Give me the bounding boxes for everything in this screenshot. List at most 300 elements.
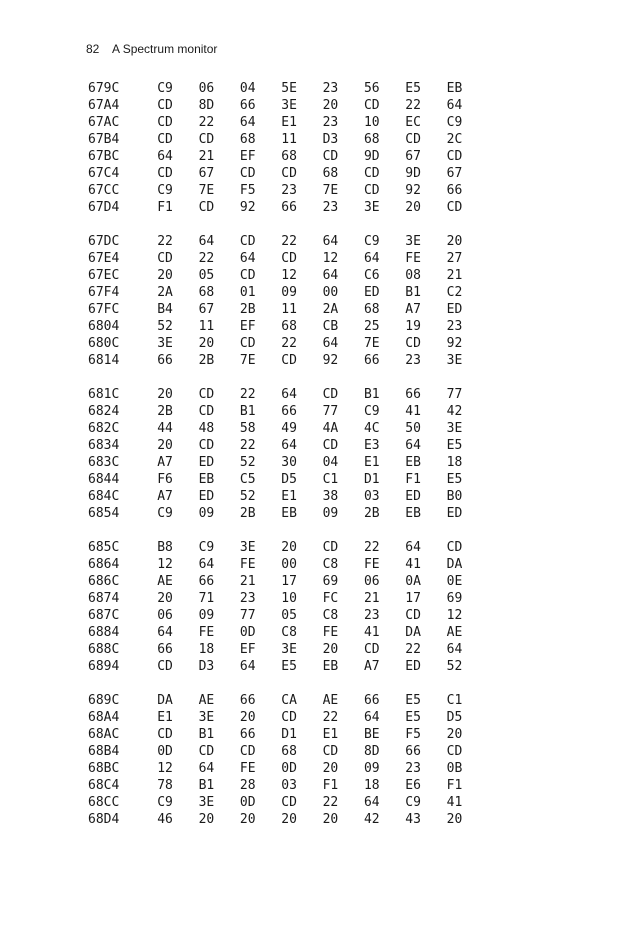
hex-byte: 12	[157, 761, 173, 776]
hex-byte: A7	[363, 659, 380, 674]
address: 680C	[88, 336, 120, 351]
address: 67B4	[88, 132, 120, 147]
hex-row	[88, 97, 488, 114]
hex-byte: FE	[405, 251, 421, 266]
hex-byte: F5	[405, 727, 421, 742]
hex-byte: 3E	[198, 795, 215, 810]
hex-block	[88, 692, 488, 828]
hex-byte: 11	[281, 132, 297, 147]
hex-byte: 09	[322, 506, 339, 521]
hex-byte: 18	[363, 778, 380, 793]
hex-byte: F1	[446, 778, 463, 793]
hex-byte: EB	[198, 472, 215, 487]
running-title: A Spectrum monitor	[112, 42, 218, 56]
hex-byte: B1	[239, 404, 256, 419]
address: 688C	[88, 642, 120, 657]
hex-row	[88, 233, 488, 250]
hex-row	[88, 267, 488, 284]
hex-byte: 20	[322, 642, 339, 657]
hex-byte: 8D	[198, 98, 215, 113]
hex-byte: 10	[281, 591, 297, 606]
address: 6844	[88, 472, 120, 487]
hex-byte: E1	[281, 115, 297, 130]
address: 68B4	[88, 744, 120, 759]
hex-byte: C9	[363, 234, 380, 249]
hex-byte: ED	[363, 285, 380, 300]
hex-byte: 04	[322, 455, 339, 470]
hex-byte: 23	[322, 200, 339, 215]
hex-byte: CD	[405, 336, 421, 351]
hex-byte: 44	[157, 421, 173, 436]
hex-byte: 66	[157, 353, 173, 368]
hex-byte: CD	[198, 438, 215, 453]
hex-byte: 05	[281, 608, 297, 623]
address: 682C	[88, 421, 120, 436]
hex-byte: 22	[239, 438, 256, 453]
hex-byte: CB	[322, 319, 339, 334]
address: 683C	[88, 455, 120, 470]
hex-byte: 4A	[322, 421, 339, 436]
address: 6884	[88, 625, 120, 640]
hex-byte: DA	[405, 625, 421, 640]
address: 67E4	[88, 251, 120, 266]
hex-byte: 0D	[239, 625, 256, 640]
hex-byte: C9	[446, 115, 463, 130]
hex-byte: 58	[239, 421, 256, 436]
hex-byte: E5	[446, 472, 463, 487]
hex-byte: 20	[198, 336, 215, 351]
hex-byte: F5	[239, 183, 256, 198]
hex-byte: ED	[446, 506, 463, 521]
hex-byte: 64	[322, 234, 339, 249]
hex-byte: CD	[446, 200, 463, 215]
hex-byte: FE	[198, 625, 215, 640]
hex-byte: 78	[157, 778, 173, 793]
hex-row	[88, 641, 488, 658]
hex-byte: EC	[405, 115, 421, 130]
hex-byte: CD	[239, 234, 256, 249]
hex-byte: 23	[281, 183, 297, 198]
hex-byte: 66	[281, 200, 297, 215]
hex-byte: 64	[239, 251, 256, 266]
hex-byte: 64	[281, 438, 297, 453]
hex-byte: EF	[239, 642, 256, 657]
hex-row	[88, 658, 488, 675]
hex-byte: FE	[239, 761, 256, 776]
hex-byte: 3E	[446, 353, 463, 368]
hex-byte: CD	[363, 98, 380, 113]
hex-byte: 64	[239, 659, 256, 674]
hex-byte: CD	[363, 642, 380, 657]
hex-byte: 64	[281, 387, 297, 402]
address: 6864	[88, 557, 120, 572]
hex-byte: 66	[239, 727, 256, 742]
hex-byte: CD	[157, 166, 173, 181]
hex-byte: F1	[405, 472, 421, 487]
hex-byte: 25	[363, 319, 380, 334]
hex-byte: C8	[281, 625, 297, 640]
hex-byte: 68	[198, 285, 215, 300]
hex-byte: 66	[363, 353, 380, 368]
hex-row	[88, 692, 488, 709]
address: 67BC	[88, 149, 120, 164]
hex-row	[88, 624, 488, 641]
hex-byte: CD	[405, 608, 421, 623]
hex-byte: 23	[322, 115, 339, 130]
hex-byte: 64	[363, 710, 380, 725]
hex-byte: 67	[446, 166, 463, 181]
hex-byte: CD	[198, 744, 215, 759]
hex-byte: 17	[281, 574, 297, 589]
hex-byte: 41	[446, 795, 463, 810]
hex-row	[88, 760, 488, 777]
hex-byte: 64	[363, 795, 380, 810]
address: 67FC	[88, 302, 120, 317]
hex-byte: 20	[198, 812, 215, 827]
hex-byte: AE	[446, 625, 463, 640]
hex-byte: 10	[363, 115, 380, 130]
hex-byte: B1	[405, 285, 421, 300]
hex-byte: 64	[198, 557, 215, 572]
hex-byte: EB	[405, 455, 421, 470]
hex-byte: CD	[446, 540, 463, 555]
hex-byte: EB	[322, 659, 339, 674]
address: 689C	[88, 693, 120, 708]
hex-byte: 20	[322, 812, 339, 827]
hex-byte: E6	[405, 778, 421, 793]
hex-byte: 64	[322, 336, 339, 351]
hex-byte: CD	[363, 183, 380, 198]
address: 6814	[88, 353, 120, 368]
hex-byte: 22	[157, 234, 173, 249]
hex-row	[88, 403, 488, 420]
hex-byte: 64	[363, 251, 380, 266]
hex-row	[88, 148, 488, 165]
hex-byte: 2B	[157, 404, 173, 419]
hex-byte: 17	[405, 591, 421, 606]
hex-byte: C9	[405, 795, 421, 810]
hex-byte: 20	[322, 98, 339, 113]
hex-byte: A7	[405, 302, 421, 317]
hex-byte: E1	[157, 710, 173, 725]
hex-byte: 49	[281, 421, 297, 436]
hex-row	[88, 590, 488, 607]
hex-byte: 77	[239, 608, 256, 623]
hex-byte: 21	[363, 591, 380, 606]
hex-byte: FE	[322, 625, 339, 640]
hex-byte: 2C	[446, 132, 463, 147]
hex-byte: 18	[198, 642, 215, 657]
hex-byte: E1	[281, 489, 297, 504]
hex-row	[88, 318, 488, 335]
hex-byte: D3	[322, 132, 339, 147]
hex-byte: 67	[198, 166, 215, 181]
hex-byte: 09	[281, 285, 297, 300]
hex-byte: F1	[157, 200, 173, 215]
hex-block	[88, 80, 488, 216]
hex-byte: 20	[157, 438, 173, 453]
hex-byte: C5	[239, 472, 256, 487]
hex-byte: 66	[157, 642, 173, 657]
hex-byte: C8	[322, 557, 339, 572]
hex-byte: 68	[363, 302, 380, 317]
hex-byte: 68	[322, 166, 339, 181]
hex-byte: CD	[405, 132, 421, 147]
hex-byte: 4C	[363, 421, 380, 436]
hex-byte: 3E	[157, 336, 173, 351]
hex-byte: 68	[281, 319, 297, 334]
hex-byte: 9D	[363, 149, 380, 164]
hex-byte: E5	[405, 81, 421, 96]
hex-byte: 04	[239, 81, 256, 96]
hex-byte: 66	[239, 98, 256, 113]
hex-dump	[88, 80, 488, 845]
hex-byte: CD	[322, 438, 339, 453]
hex-row	[88, 386, 488, 403]
hex-byte: C1	[446, 693, 463, 708]
hex-byte: 08	[405, 268, 421, 283]
hex-byte: 92	[322, 353, 339, 368]
address: 68CC	[88, 795, 120, 810]
address: 6834	[88, 438, 120, 453]
hex-byte: CD	[157, 251, 173, 266]
hex-byte: C8	[322, 608, 339, 623]
hex-byte: 2A	[322, 302, 339, 317]
hex-byte: E5	[446, 438, 463, 453]
hex-byte: 43	[405, 812, 421, 827]
hex-byte: 2B	[239, 506, 256, 521]
hex-byte: 27	[446, 251, 463, 266]
hex-row	[88, 199, 488, 216]
hex-byte: ED	[405, 489, 421, 504]
hex-byte: 06	[157, 608, 173, 623]
address: 6854	[88, 506, 120, 521]
hex-byte: 20	[157, 387, 173, 402]
hex-byte: 22	[281, 234, 297, 249]
hex-byte: 22	[281, 336, 297, 351]
hex-byte: 64	[322, 268, 339, 283]
hex-byte: 09	[198, 608, 215, 623]
hex-byte: CD	[322, 540, 339, 555]
hex-byte: EF	[239, 319, 256, 334]
hex-byte: 68	[281, 149, 297, 164]
hex-byte: 06	[198, 81, 215, 96]
hex-byte: 66	[405, 387, 421, 402]
hex-byte: B8	[157, 540, 173, 555]
hex-byte: 22	[198, 251, 215, 266]
hex-byte: 46	[157, 812, 173, 827]
hex-byte: DA	[446, 557, 463, 572]
address: 679C	[88, 81, 120, 96]
hex-byte: F1	[322, 778, 339, 793]
hex-byte: 18	[446, 455, 463, 470]
hex-byte: C9	[363, 404, 380, 419]
hex-byte: 0D	[239, 795, 256, 810]
hex-byte: BE	[363, 727, 380, 742]
hex-block	[88, 539, 488, 675]
hex-byte: E1	[363, 455, 380, 470]
hex-byte: 09	[363, 761, 380, 776]
hex-byte: E3	[363, 438, 380, 453]
hex-byte: 68	[281, 744, 297, 759]
hex-byte: 56	[363, 81, 380, 96]
hex-byte: 64	[405, 438, 421, 453]
hex-byte: 48	[198, 421, 215, 436]
hex-byte: FE	[239, 557, 256, 572]
hex-byte: 22	[239, 387, 256, 402]
hex-byte: AE	[322, 693, 339, 708]
hex-byte: 0D	[281, 761, 297, 776]
hex-byte: 64	[157, 149, 173, 164]
hex-byte: C2	[446, 285, 463, 300]
hex-byte: E5	[281, 659, 297, 674]
address: 6824	[88, 404, 120, 419]
hex-byte: 71	[198, 591, 215, 606]
address: 6874	[88, 591, 120, 606]
hex-byte: A7	[157, 489, 173, 504]
hex-byte: 19	[405, 319, 421, 334]
hex-byte: CD	[157, 727, 173, 742]
hex-byte: 3E	[239, 540, 256, 555]
hex-byte: 41	[405, 557, 421, 572]
hex-byte: 22	[198, 115, 215, 130]
hex-byte: AE	[198, 693, 215, 708]
hex-byte: 38	[322, 489, 339, 504]
hex-row	[88, 573, 488, 590]
hex-byte: 2B	[198, 353, 215, 368]
address: 67F4	[88, 285, 120, 300]
hex-byte: CD	[239, 744, 256, 759]
hex-row	[88, 80, 488, 97]
hex-byte: 12	[322, 251, 339, 266]
hex-byte: F6	[157, 472, 173, 487]
hex-byte: 09	[198, 506, 215, 521]
address: 67A4	[88, 98, 120, 113]
hex-byte: 68	[363, 132, 380, 147]
hex-byte: 7E	[198, 183, 215, 198]
hex-byte: 20	[239, 812, 256, 827]
hex-byte: 22	[405, 98, 421, 113]
hex-byte: 11	[198, 319, 215, 334]
hex-byte: 66	[363, 693, 380, 708]
hex-byte: 66	[446, 183, 463, 198]
hex-byte: CD	[281, 710, 297, 725]
hex-byte: 68	[239, 132, 256, 147]
hex-byte: 01	[239, 285, 256, 300]
hex-byte: 66	[281, 404, 297, 419]
hex-byte: 11	[281, 302, 297, 317]
hex-byte: CD	[322, 149, 339, 164]
hex-byte: 00	[322, 285, 339, 300]
hex-byte: CD	[157, 115, 173, 130]
hex-row	[88, 420, 488, 437]
hex-byte: 42	[363, 812, 380, 827]
hex-byte: EB	[405, 506, 421, 521]
hex-byte: CD	[157, 132, 173, 147]
hex-row	[88, 454, 488, 471]
hex-byte: 52	[446, 659, 463, 674]
hex-byte: 92	[405, 183, 421, 198]
hex-row	[88, 437, 488, 454]
hex-byte: 42	[446, 404, 463, 419]
hex-byte: CD	[446, 744, 463, 759]
hex-byte: 9D	[405, 166, 421, 181]
hex-byte: 20	[446, 727, 463, 742]
hex-byte: 8D	[363, 744, 380, 759]
address: 67CC	[88, 183, 120, 198]
hex-byte: 20	[281, 812, 297, 827]
hex-byte: 00	[281, 557, 297, 572]
page-header	[86, 42, 217, 56]
hex-byte: E5	[405, 710, 421, 725]
hex-byte: 23	[239, 591, 256, 606]
hex-row	[88, 811, 488, 828]
hex-byte: CD	[239, 166, 256, 181]
hex-byte: D1	[281, 727, 297, 742]
hex-byte: B4	[157, 302, 173, 317]
hex-byte: 21	[198, 149, 215, 164]
hex-byte: 0E	[446, 574, 463, 589]
hex-row	[88, 352, 488, 369]
hex-row	[88, 726, 488, 743]
hex-byte: C9	[157, 506, 173, 521]
hex-byte: 52	[239, 489, 256, 504]
hex-row	[88, 182, 488, 199]
hex-byte: CD	[281, 251, 297, 266]
hex-byte: 22	[405, 642, 421, 657]
hex-row	[88, 794, 488, 811]
hex-byte: 3E	[446, 421, 463, 436]
hex-byte: CD	[363, 166, 380, 181]
hex-byte: B1	[198, 778, 215, 793]
hex-byte: 23	[405, 761, 421, 776]
hex-row	[88, 488, 488, 505]
hex-byte: 92	[446, 336, 463, 351]
hex-byte: 23	[446, 319, 463, 334]
hex-byte: 23	[363, 608, 380, 623]
hex-byte: 92	[239, 200, 256, 215]
hex-byte: 22	[322, 795, 339, 810]
hex-byte: C6	[363, 268, 380, 283]
address: 67D4	[88, 200, 120, 215]
address: 67EC	[88, 268, 120, 283]
hex-byte: 0B	[446, 761, 463, 776]
hex-byte: C9	[157, 795, 173, 810]
hex-byte: A7	[157, 455, 173, 470]
hex-byte: 69	[446, 591, 463, 606]
hex-byte: 28	[239, 778, 256, 793]
hex-byte: 67	[405, 149, 421, 164]
hex-byte: 50	[405, 421, 421, 436]
hex-byte: 52	[157, 319, 173, 334]
hex-byte: 20	[446, 812, 463, 827]
hex-byte: CD	[157, 659, 173, 674]
hex-byte: 12	[157, 557, 173, 572]
address: 67C4	[88, 166, 120, 181]
hex-byte: C9	[198, 540, 215, 555]
hex-byte: 0D	[157, 744, 173, 759]
hex-byte: 22	[363, 540, 380, 555]
hex-byte: ED	[405, 659, 421, 674]
hex-byte: EF	[239, 149, 256, 164]
address: 6804	[88, 319, 120, 334]
hex-byte: CD	[281, 795, 297, 810]
hex-byte: 12	[446, 608, 463, 623]
hex-row	[88, 743, 488, 760]
hex-block	[88, 233, 488, 369]
hex-byte: 12	[281, 268, 297, 283]
hex-byte: 03	[281, 778, 297, 793]
